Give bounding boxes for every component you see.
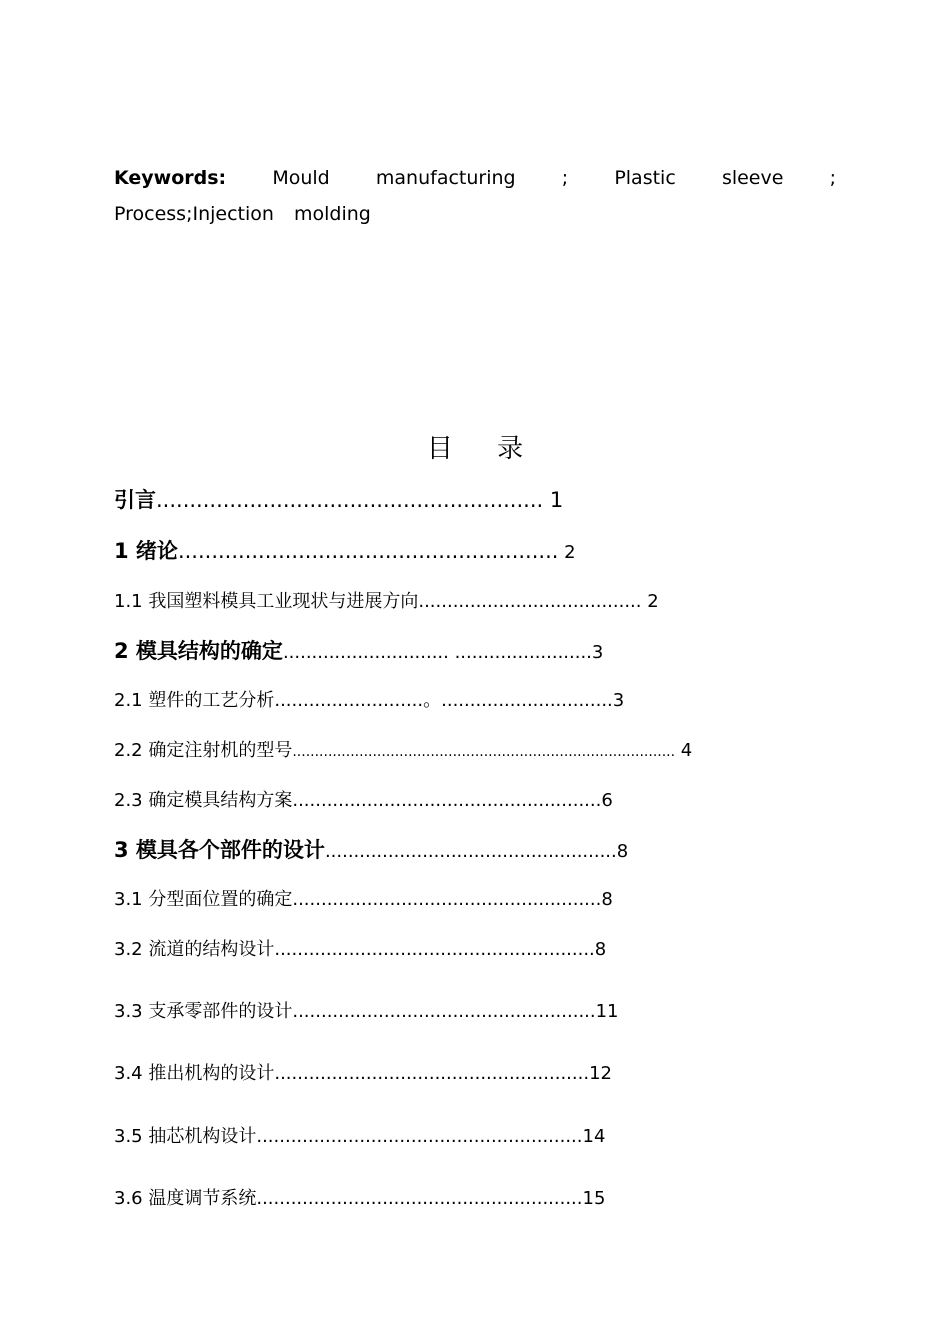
toc-entry-1-1[interactable]: 1.1 我国塑料模具工业现状与进展方向....................................... 2	[114, 591, 659, 612]
keywords-text: Mould manufacturing ; Plastic sleeve ; Process;Injection molding	[114, 167, 836, 225]
toc-entry-3-2[interactable]: 3.2 流道的结构设计........................................................8	[114, 939, 607, 960]
toc-entry-3-1[interactable]: 3.1 分型面位置的确定......................................................8	[114, 889, 613, 910]
toc-entry-1[interactable]: 1 绪论......................................................... 2	[114, 539, 576, 563]
toc-entry-3-4[interactable]: 3.4 推出机构的设计.......................................................12	[114, 1063, 612, 1084]
toc-entry-2-2[interactable]: 2.2 确定注射机的型号...................................................................................... 4	[114, 740, 693, 761]
toc-entry-3-6[interactable]: 3.6 温度调节系统.........................................................15	[114, 1188, 606, 1209]
toc-entry-2-3[interactable]: 2.3 确定模具结构方案......................................................6	[114, 790, 613, 811]
keywords-label: Keywords:	[114, 167, 227, 189]
toc-entry-2-1[interactable]: 2.1 塑件的工艺分析..........................。..............................3	[114, 690, 625, 711]
toc-entry-intro[interactable]: 引言.......................................................... 1	[114, 488, 564, 512]
toc-entry-3-3[interactable]: 3.3 支承零部件的设计.....................................................11	[114, 1001, 619, 1022]
toc-entry-3-5[interactable]: 3.5 抽芯机构设计.........................................................14	[114, 1126, 606, 1147]
keywords-paragraph	[114, 160, 836, 232]
toc-title: 目 录	[426, 434, 542, 464]
toc-entry-2[interactable]: 2 模具结构的确定............................. ........................3	[114, 639, 604, 663]
toc-entry-3[interactable]: 3 模具各个部件的设计...................................................8	[114, 838, 629, 862]
